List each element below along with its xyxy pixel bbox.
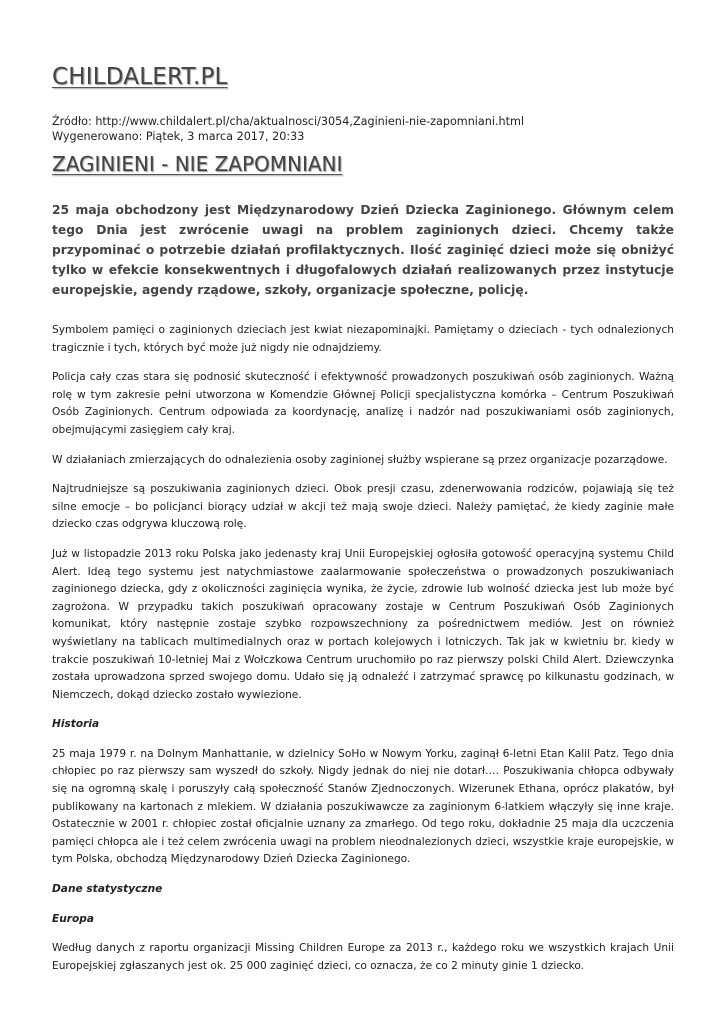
article-body — [52, 200, 674, 987]
document-meta — [52, 114, 524, 144]
history-heading: Historia — [52, 718, 100, 731]
europe-paragraph: Według danych z raportu organizacji Missing Children Europe za 2013 r., każdego roku we wszystkich krajach Unii Europejskiej zgłaszanych jest ok. 25 000 zaginięć dzieci, co oznacza, że co 2 minuty ginie 1 dziecko. — [52, 942, 674, 972]
article-lead: 25 maja obchodzony jest Międzynarodowy Dzień Dziecka Zaginionego. Głównym celem tego Dnia jest zwrócenie uwagi na problem zaginionych dzieci. Chcemy także przypominać o potrzebie działań profilaktycznych. Ilość zaginięć dzieci może się obniżyć tylko w efekcie konsekwentnych i długofalowych działań realizowanych przez instytucje europejskie, agendy rządowe, szkoły, organizacje społeczne, policję. — [52, 203, 674, 297]
site-title[interactable]: CHILDALERT.PL — [52, 64, 228, 90]
paragraph: Policja cały czas stara się podnosić skuteczność i efektywność prowadzonych poszukiwań osób zaginionych. Ważną rolę w tym zakresie pełni utworzona w Komendzie Głównej Policji specjalistyczna komórka – Centrum Poszukiwań Osób Zaginionych. Centrum odpowiada za koordynację, analizę i nadzór nad poszukiwaniami osób zaginionych, obejmującymi zasięgiem cały kraj. — [52, 371, 674, 436]
source-line: Źródło: http://www.childalert.pl/cha/aktualnosci/3054,Zaginieni-nie-zapomniani.html — [52, 115, 524, 128]
generated-line: Wygenerowano: Piątek, 3 marca 2017, 20:33 — [52, 130, 305, 143]
paragraph: W działaniach zmierzających do odnalezienia osoby zaginionej służby wspierane są przez organizacje pozarządowe. — [52, 453, 668, 466]
paragraph: Już w listopadzie 2013 roku Polska jako jedenasty kraj Unii Europejskiej ogłosiła gotowość operacyjną systemu Child Alert. Ideą tego systemu jest natychmiastowe zaalarmowanie społeczeństwa o prowadzonych poszukiwaniach zaginionego dziecka, gdy z okoliczności zaginięcia wynika, że życie, zdrowie lub wolność dziecka jest lub może być zagrożona. W przypadku takich poszukiwań opracowany zostaje w Centrum Poszukiwań Osób Zaginionych komunikat, który następnie zostaje szybko rozpowszechniony za pośrednictwem mediów. Jest on również wyświetlany na tablicach multimedialnych oraz w portach kolejowych i lotniczych. Tak jak w kwietniu br. kiedy w trakcie poszukiwań 10-letniej Mai z Wołczkowa Centrum uruchomiło po raz pierwszy polski Child Alert. Dziewczynka została uprowadzona sprzed swojego domu. Udało się ją odnaleźć i zatrzymać sprawcę po kilkunastu godzinach, w Niemczech, dokąd dziecko zostało wywiezione. — [52, 547, 674, 701]
article-title[interactable]: ZAGINIENI - NIE ZAPOMNIANI — [52, 152, 343, 176]
paragraph: Symbolem pamięci o zaginionych dzieciach jest kwiat niezapominajki. Pamiętamy o dzieciach - tych odnalezionych tragicznie i tych, których być może już nigdy nie odnajdziemy. — [52, 324, 674, 354]
paragraph: Najtrudniejsze są poszukiwania zaginionych dzieci. Obok presji czasu, zdenerwowania rodziców, pojawiają się też silne emocje – bo policjanci biorący udział w akcji też mają swoje dzieci. Należy pamiętać, że kiedy zaginie małe dziecko czas odgrywa kluczową rolę. — [52, 483, 674, 531]
europe-heading: Europa — [52, 912, 95, 925]
stats-heading: Dane statystyczne — [52, 883, 163, 896]
history-paragraph: 25 maja 1979 r. na Dolnym Manhattanie, w dzielnicy SoHo w Nowym Yorku, zaginął 6-letni Etan Kalil Patz. Tego dnia chłopiec po raz pierwszy sam wyszedł do szkoły. Nigdy jednak do niej nie dotarł…. Poszukiwania chłopca odbywały się na ogromną skalę i poruszyły całą społeczność Stanów Zjednoczonych. Wizerunek Ethana, oprócz plakatów, był publikowany na kartonach z mlekiem. W działania poszukiwawcze za zaginionym 6-latkiem włączyły się inne kraje. Ostatecznie w 2001 r. chłopiec został oficjalnie uznany za zmarłego. Od tego roku, dokładnie 25 maja dla uczczenia pamięci chłopca ale i też celem zwrócenia uwagi na problem nieodnalezionych dzieci, wszystkie kraje europejskie, w tym Polska, obchodzą Międzynarodowy Dzień Dziecka Zaginionego. — [52, 747, 674, 866]
